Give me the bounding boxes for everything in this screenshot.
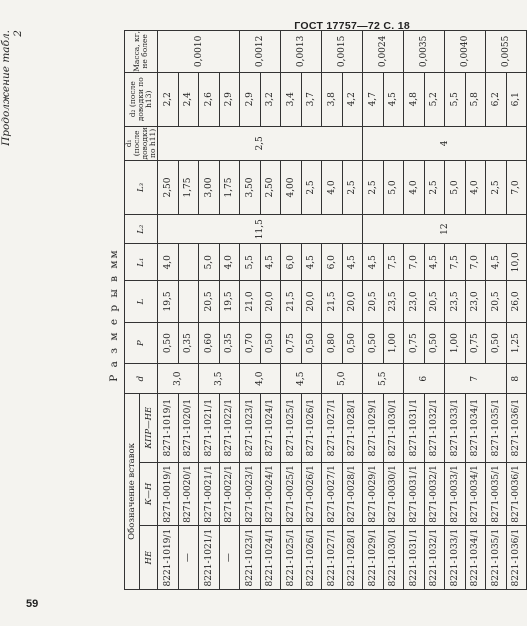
cell-p: 1,00 xyxy=(383,322,404,364)
cell-ne: 8221-1021/1 xyxy=(199,526,220,590)
cell-ne: 8221-1033/1 xyxy=(445,526,466,590)
cell-l1: 4,5 xyxy=(260,244,281,281)
col-d1: d₁ (после доводки по h11) xyxy=(124,127,157,160)
table-row xyxy=(445,31,466,590)
cell-l: 20,5 xyxy=(199,281,220,323)
cell-kpp: 8271-1023/1 xyxy=(240,393,261,462)
cell-d2: 6,2 xyxy=(486,72,507,126)
col-p: P xyxy=(125,322,158,364)
cell-d2: 2,2 xyxy=(158,72,179,126)
col-mass: Масса, кг, не более xyxy=(125,31,158,73)
cell-p: 0,50 xyxy=(363,322,384,364)
cell-kn: 8271-0030/1 xyxy=(383,462,404,526)
cell-ne: 8221-1031/1 xyxy=(404,526,425,590)
cell-d: 3,0 xyxy=(158,364,199,393)
cell-l3: 4,0 xyxy=(465,161,486,215)
cell-l3: 4,00 xyxy=(281,161,302,215)
cell-d: 7 xyxy=(445,364,507,393)
cell-kn: 8271-0021/1 xyxy=(199,462,220,526)
cell-kn: 8271-0022/1 xyxy=(219,462,240,526)
cell-l1: 4,5 xyxy=(301,244,322,281)
cell-kpp: 8271-1022/1 xyxy=(219,393,240,462)
cell-kn: 8271-0025/1 xyxy=(281,462,302,526)
cell-l3: 5,0 xyxy=(445,161,466,215)
cell-kn: 8271-0020/1 xyxy=(178,462,199,526)
cell-l: 23,0 xyxy=(404,281,425,323)
cell-kpp: 8271-1025/1 xyxy=(281,393,302,462)
cell-l: 20,0 xyxy=(260,281,281,323)
cell-p: 0,35 xyxy=(219,322,240,364)
cell-kn: 8271-0033/1 xyxy=(445,462,466,526)
dimensions-table xyxy=(124,30,527,590)
cell-ne: 8221-1027/1 xyxy=(322,526,343,590)
cell-kn: 8271-0027/1 xyxy=(322,462,343,526)
col-d: d xyxy=(125,364,158,393)
cell-l3: 2,50 xyxy=(158,161,179,215)
cell-kpp: 8271-1024/1 xyxy=(260,393,281,462)
cell-p: 0,70 xyxy=(240,322,261,364)
cell-l2: 11,5 xyxy=(158,214,363,243)
cell-l: 21,5 xyxy=(322,281,343,323)
cell-l1: 10,0 xyxy=(506,244,527,281)
cell-ne: 8221-1029/1 xyxy=(363,526,384,590)
cell-l: 19,5 xyxy=(158,281,179,323)
cell-ne: 8221-1024/1 xyxy=(260,526,281,590)
cell-l1: 7,5 xyxy=(383,244,404,281)
cell-ne: 8221-1036/1 xyxy=(506,526,527,590)
cell-kn: 8271-0036/1 xyxy=(506,462,527,526)
cell-l1: 7,0 xyxy=(465,244,486,281)
cell-d1: 4 xyxy=(363,126,527,160)
col-l1: L₁ xyxy=(125,244,158,281)
col-l3: L₃ xyxy=(125,161,158,215)
cell-d2: 6,1 xyxy=(506,72,527,126)
cell-p: 0,50 xyxy=(158,322,179,364)
cell-p: 0,75 xyxy=(465,322,486,364)
cell-ne: 8221-1025/1 xyxy=(281,526,302,590)
cell-l3: 2,50 xyxy=(260,161,281,215)
sizes-caption: Р а з м е р ы в мм xyxy=(108,248,120,382)
cell-l1: 4,5 xyxy=(424,244,445,281)
cell-p: 0,35 xyxy=(178,322,199,364)
table-row xyxy=(158,31,179,590)
cell-l: 21,0 xyxy=(240,281,261,323)
cell-l1: 6,0 xyxy=(322,244,343,281)
col-ne: НЕ xyxy=(140,526,158,590)
cell-l1: 7,0 xyxy=(404,244,425,281)
cell-l: 20,5 xyxy=(486,281,507,323)
cell-mass: 0,0040 xyxy=(445,31,486,73)
cell-kpp: 8271-1033/1 xyxy=(445,393,466,462)
cell-l1: 4,5 xyxy=(486,244,507,281)
table-row xyxy=(240,31,261,590)
cell-kn: 8271-0019/1 xyxy=(158,462,179,526)
cell-l1: 4,0 xyxy=(219,244,240,281)
group-header: Обозначение вставок xyxy=(125,393,140,589)
cell-l: 20,5 xyxy=(424,281,445,323)
cell-kn: 8271-0029/1 xyxy=(363,462,384,526)
standard-header: ГОСТ 17757—72 С. 18 xyxy=(294,20,410,32)
cell-l: 23,0 xyxy=(465,281,486,323)
table-row xyxy=(199,31,220,590)
table-row xyxy=(506,31,527,590)
cell-d2: 3,7 xyxy=(301,72,322,126)
cell-l1: 4,0 xyxy=(158,244,179,281)
cell-l3: 7,0 xyxy=(506,161,527,215)
cell-l1 xyxy=(178,244,199,281)
cell-d: 5,5 xyxy=(363,364,404,393)
cell-d2: 2,6 xyxy=(199,72,220,126)
col-kpp: КПР—НЕ xyxy=(140,393,158,462)
cell-ne: 8221-1019/1 xyxy=(158,526,179,590)
cell-d: 4,0 xyxy=(240,364,281,393)
cell-d2: 4,8 xyxy=(404,72,425,126)
cell-mass: 0,0055 xyxy=(486,31,527,73)
cell-d2: 5,2 xyxy=(424,72,445,126)
cell-l1: 5,0 xyxy=(199,244,220,281)
cell-p: 1,25 xyxy=(506,322,527,364)
page-number: 59 xyxy=(26,598,39,610)
cell-l3: 3,00 xyxy=(199,161,220,215)
table-row xyxy=(383,31,404,590)
cell-d2: 5,8 xyxy=(465,72,486,126)
cell-l3: 1,75 xyxy=(219,161,240,215)
cell-l: 23,5 xyxy=(383,281,404,323)
table-row xyxy=(322,31,343,590)
cell-d2: 2,9 xyxy=(240,72,261,126)
cell-l: 20,0 xyxy=(342,281,363,323)
cell-d2: 4,7 xyxy=(363,72,384,126)
cell-l3: 2,5 xyxy=(486,161,507,215)
cell-kn: 8271-0035/1 xyxy=(486,462,507,526)
cell-kn: 8271-0028/1 xyxy=(342,462,363,526)
col-l2: L₂ xyxy=(125,214,158,243)
cell-kpp: 8271-1026/1 xyxy=(301,393,322,462)
cell-d: 8 xyxy=(506,364,527,393)
cell-ne: 8221-1035/1 xyxy=(486,526,507,590)
table-row xyxy=(342,31,363,590)
cell-l3: 4,0 xyxy=(322,161,343,215)
cell-p: 0,50 xyxy=(424,322,445,364)
table-body xyxy=(158,31,527,590)
cell-p: 0,50 xyxy=(486,322,507,364)
cell-mass: 0,0012 xyxy=(240,31,281,73)
cell-mass: 0,0024 xyxy=(363,31,404,73)
cell-p: 0,80 xyxy=(322,322,343,364)
cell-l3: 2,5 xyxy=(363,161,384,215)
cell-l1: 4,5 xyxy=(363,244,384,281)
cell-l3: 4,0 xyxy=(404,161,425,215)
table-row xyxy=(465,31,486,590)
table-row xyxy=(219,31,240,590)
cell-ne: 8221-1026/1 xyxy=(301,526,322,590)
cell-ne: 8221-1028/1 xyxy=(342,526,363,590)
cell-p: 0,75 xyxy=(404,322,425,364)
cell-l1: 4,5 xyxy=(342,244,363,281)
cell-kpp: 8271-1030/1 xyxy=(383,393,404,462)
cell-kpp: 8271-1034/1 xyxy=(465,393,486,462)
cell-d2: 4,5 xyxy=(383,72,404,126)
cell-kpp: 8271-1020/1 xyxy=(178,393,199,462)
col-d2: d₂ (после доводки по h13) xyxy=(125,72,158,126)
cell-kpp: 8271-1021/1 xyxy=(199,393,220,462)
cell-kpp: 8271-1035/1 xyxy=(486,393,507,462)
cell-kpp: 8271-1027/1 xyxy=(322,393,343,462)
cell-kpp: 8271-1032/1 xyxy=(424,393,445,462)
table-row xyxy=(424,31,445,590)
cell-kn: 8271-0034/1 xyxy=(465,462,486,526)
cell-d2: 5,5 xyxy=(445,72,466,126)
cell-kn: 8271-0024/1 xyxy=(260,462,281,526)
cell-kpp: 8271-1019/1 xyxy=(158,393,179,462)
cell-l3: 3,50 xyxy=(240,161,261,215)
cell-mass: 0,0015 xyxy=(322,31,363,73)
cell-kpp: 8271-1029/1 xyxy=(363,393,384,462)
cell-d: 6 xyxy=(404,364,445,393)
cell-kn: 8271-0031/1 xyxy=(404,462,425,526)
cell-mass: 0,0010 xyxy=(158,31,240,73)
cell-d2: 2,4 xyxy=(178,72,199,126)
cell-kn: 8271-0023/1 xyxy=(240,462,261,526)
cell-l: 21,5 xyxy=(281,281,302,323)
cell-l3: 2,5 xyxy=(424,161,445,215)
cell-kpp: 8271-1028/1 xyxy=(342,393,363,462)
cell-p: 0,50 xyxy=(260,322,281,364)
cell-l3: 5,0 xyxy=(383,161,404,215)
table-row xyxy=(281,31,302,590)
cell-d1: 2,5 xyxy=(158,126,363,160)
cell-ne: 8221-1032/1 xyxy=(424,526,445,590)
cell-d2: 3,8 xyxy=(322,72,343,126)
cell-ne: — xyxy=(219,526,240,590)
cell-l xyxy=(178,281,199,323)
cell-d2: 4,2 xyxy=(342,72,363,126)
cell-l: 20,5 xyxy=(363,281,384,323)
cell-l: 26,0 xyxy=(506,281,527,323)
cell-ne: 8221-1023/1 xyxy=(240,526,261,590)
cell-l3: 1,75 xyxy=(178,161,199,215)
cell-l2: 12 xyxy=(363,214,527,243)
cell-mass: 0,0013 xyxy=(281,31,322,73)
table-row xyxy=(178,31,199,590)
cell-p: 0,50 xyxy=(342,322,363,364)
cell-d: 4,5 xyxy=(281,364,322,393)
cell-kn: 8271-0032/1 xyxy=(424,462,445,526)
cell-p: 0,50 xyxy=(301,322,322,364)
cell-l3: 2,5 xyxy=(342,161,363,215)
col-kn: К—Н xyxy=(140,462,158,526)
continuation-caption: Продолжение табл. 2 xyxy=(0,30,24,146)
cell-mass: 0,0035 xyxy=(404,31,445,73)
cell-l: 19,5 xyxy=(219,281,240,323)
cell-p: 0,60 xyxy=(199,322,220,364)
table-row xyxy=(486,31,507,590)
cell-p: 0,75 xyxy=(281,322,302,364)
cell-kpp: 8271-1036/1 xyxy=(506,393,527,462)
cell-p: 1,00 xyxy=(445,322,466,364)
cell-ne: 8221-1034/1 xyxy=(465,526,486,590)
cell-ne: — xyxy=(178,526,199,590)
cell-l1: 5,5 xyxy=(240,244,261,281)
table-row xyxy=(301,31,322,590)
table-row xyxy=(260,31,281,590)
rotated-table-area xyxy=(0,26,522,600)
cell-kpp: 8271-1031/1 xyxy=(404,393,425,462)
cell-ne: 8221-1030/1 xyxy=(383,526,404,590)
cell-d2: 3,2 xyxy=(260,72,281,126)
cell-d2: 2,9 xyxy=(219,72,240,126)
cell-l: 20,0 xyxy=(301,281,322,323)
cell-d2: 3,4 xyxy=(281,72,302,126)
cell-l: 23,5 xyxy=(445,281,466,323)
cell-kn: 8271-0026/1 xyxy=(301,462,322,526)
cell-l3: 2,5 xyxy=(301,161,322,215)
cell-d: 5,0 xyxy=(322,364,363,393)
table-row xyxy=(363,31,384,590)
cell-l1: 6,0 xyxy=(281,244,302,281)
cell-l1: 7,5 xyxy=(445,244,466,281)
col-l: L xyxy=(125,281,158,323)
table-row xyxy=(404,31,425,590)
cell-d: 3,5 xyxy=(199,364,240,393)
